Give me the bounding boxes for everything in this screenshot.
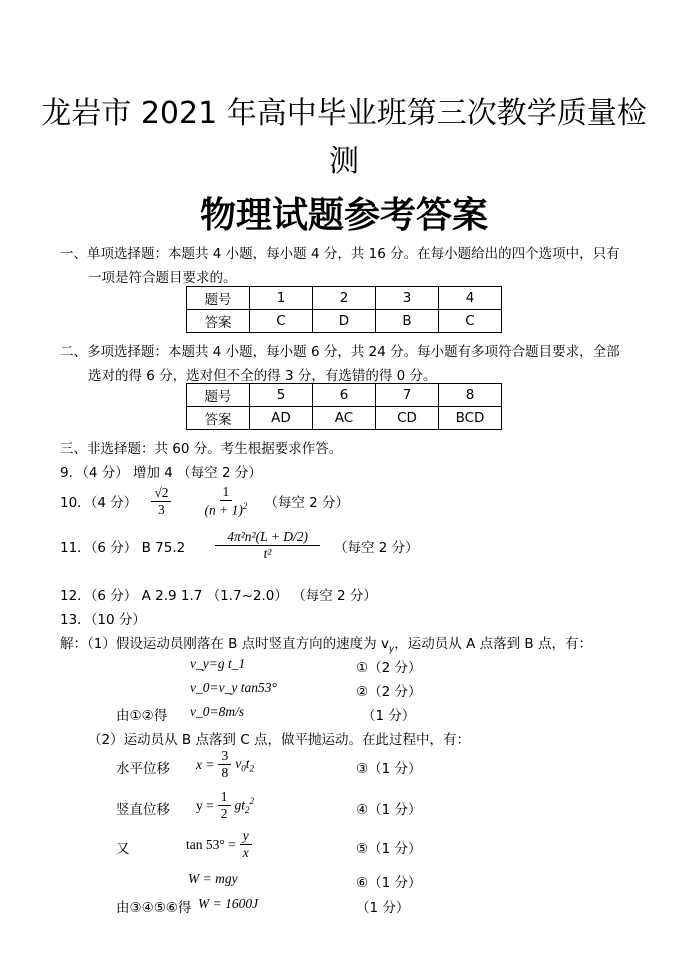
equation-5: y = $\frac{1}{2}$ $gt_2^2$ <box>196 789 255 822</box>
document-subtitle: 物理试题参考答案 <box>199 195 488 236</box>
section2-heading-line1: 二、多项选择题：本题共 4 小题，每小题 6 分，共 24 分。每小题有多项符合题目要求，全部 <box>60 344 620 360</box>
document-title-line1: 龙岩市 2021 年高中毕业班第三次教学质量检 <box>41 96 647 131</box>
table-cell: BCD <box>439 407 502 430</box>
table-cell: AC <box>313 407 376 430</box>
table-cell: 答案 <box>187 407 250 430</box>
question-11-note: （每空 2 分） <box>333 539 419 556</box>
fraction-denominator: 3 <box>158 501 165 517</box>
table-cell: 答案 <box>187 310 250 333</box>
table-cell: CD <box>376 407 439 430</box>
equation-4: x = $\frac{3}{8}$ $v_0t_2$ <box>196 748 254 781</box>
section1-answer-table <box>186 286 502 333</box>
intro-subscript: y <box>388 644 395 655</box>
question-10-answer <box>60 484 349 519</box>
intro-tail: ，运动员从 A 点落到 B 点，有： <box>394 636 592 652</box>
equation-7: W = mgy <box>188 871 238 886</box>
table-cell: C <box>250 310 313 333</box>
table-cell: C <box>439 310 502 333</box>
section2-heading-line2: 选对的得 6 分，选对但不全的得 3 分，有选错的得 0 分。 <box>88 368 437 384</box>
table-cell: D <box>313 310 376 333</box>
equation-7-mark: ⑥（1 分） <box>356 875 422 891</box>
table-cell: 题号 <box>187 384 250 407</box>
table-cell: 4 <box>439 287 502 310</box>
fraction-denominator <box>201 501 250 519</box>
equation-3-mark: （1 分） <box>362 708 416 724</box>
question-10-label: 10．（4 分） <box>60 495 138 512</box>
equation-1: v_y=g t_1 <box>190 656 246 671</box>
equation-3-prefix: 由①②得 <box>116 708 168 724</box>
question-12-answer: 12．（6 分） A 2.9 1.7 （1.7~2.0） （每空 2 分） <box>60 588 377 604</box>
section1-heading-line2: 一项是符合题目要求的。 <box>88 270 237 286</box>
table-cell: 2 <box>313 287 376 310</box>
equation-8-prefix: 由③④⑤⑥得 <box>116 900 192 916</box>
table-cell: 3 <box>376 287 439 310</box>
equation-6-mark: ⑤（1 分） <box>356 841 422 857</box>
question-9-answer: 9．（4 分） 增加 4 （每空 2 分） <box>60 465 262 481</box>
question-13-label: 13．（10 分） <box>60 612 146 628</box>
equation-8-mark: （1 分） <box>356 900 410 916</box>
solution-part2-intro: （2）运动员从 B 点落到 C 点，做平抛运动。在此过程中，有： <box>88 732 470 748</box>
equation-2-mark: ②（2 分） <box>356 684 422 700</box>
formula-numerator: 4π²n²(L + D/2) <box>215 529 320 546</box>
table-row <box>187 287 502 310</box>
table-cell: 1 <box>250 287 313 310</box>
table-row <box>187 384 502 407</box>
table-cell: 5 <box>250 384 313 407</box>
equation-2: v_0=v_y tan53° <box>190 680 277 695</box>
equation-6-label: 又 <box>116 841 130 857</box>
question-11-formula <box>215 529 320 562</box>
fraction-sqrt2-over-3 <box>151 485 171 518</box>
table-cell: 6 <box>313 384 376 407</box>
equation-3: v_0=8m/s <box>190 704 245 719</box>
table-cell: 8 <box>439 384 502 407</box>
question-10-note: （每空 2 分） <box>264 495 350 512</box>
table-cell: B <box>376 310 439 333</box>
denominator-base: (n + 1) <box>204 502 243 518</box>
table-cell: AD <box>250 407 313 430</box>
section3-heading: 三、非选择题：共 60 分。考生根据要求作答。 <box>60 441 343 457</box>
fraction-numerator: 1 <box>220 484 233 501</box>
intro-text: 解：（1）假设运动员刚落在 B 点时竖直方向的速度为 v <box>60 636 389 652</box>
section2-answer-table <box>186 383 502 430</box>
equation-4-mark: ③（1 分） <box>356 761 422 777</box>
equation-5-mark: ④（1 分） <box>356 802 422 818</box>
denominator-exponent: 2 <box>242 501 248 512</box>
document-title-line2: 测 <box>329 144 359 179</box>
equation-1-mark: ①（2 分） <box>356 660 422 676</box>
question-11-answer <box>60 529 419 562</box>
table-row <box>187 407 502 430</box>
equation-4-label: 水平位移 <box>116 761 170 777</box>
fraction-numerator: √2 <box>151 485 171 502</box>
section1-heading-line1: 一、单项选择题：本题共 4 小题，每小题 4 分，共 16 分。在每小题给出的四个选项中，只有 <box>60 246 620 262</box>
solution-part1-intro <box>60 632 592 655</box>
equation-5-label: 竖直位移 <box>116 802 170 818</box>
table-cell: 7 <box>376 384 439 407</box>
question-11-label: 11．（6 分） B 75.2 <box>60 539 186 556</box>
equation-8: W = 1600J <box>198 896 259 911</box>
table-row <box>187 310 502 333</box>
equation-6: tan 53° = $\frac{y}{x}$ <box>186 828 252 861</box>
table-cell: 题号 <box>187 287 250 310</box>
formula-denominator: t² <box>263 546 272 562</box>
fraction-one-over-n-plus-1-squared <box>201 484 250 519</box>
